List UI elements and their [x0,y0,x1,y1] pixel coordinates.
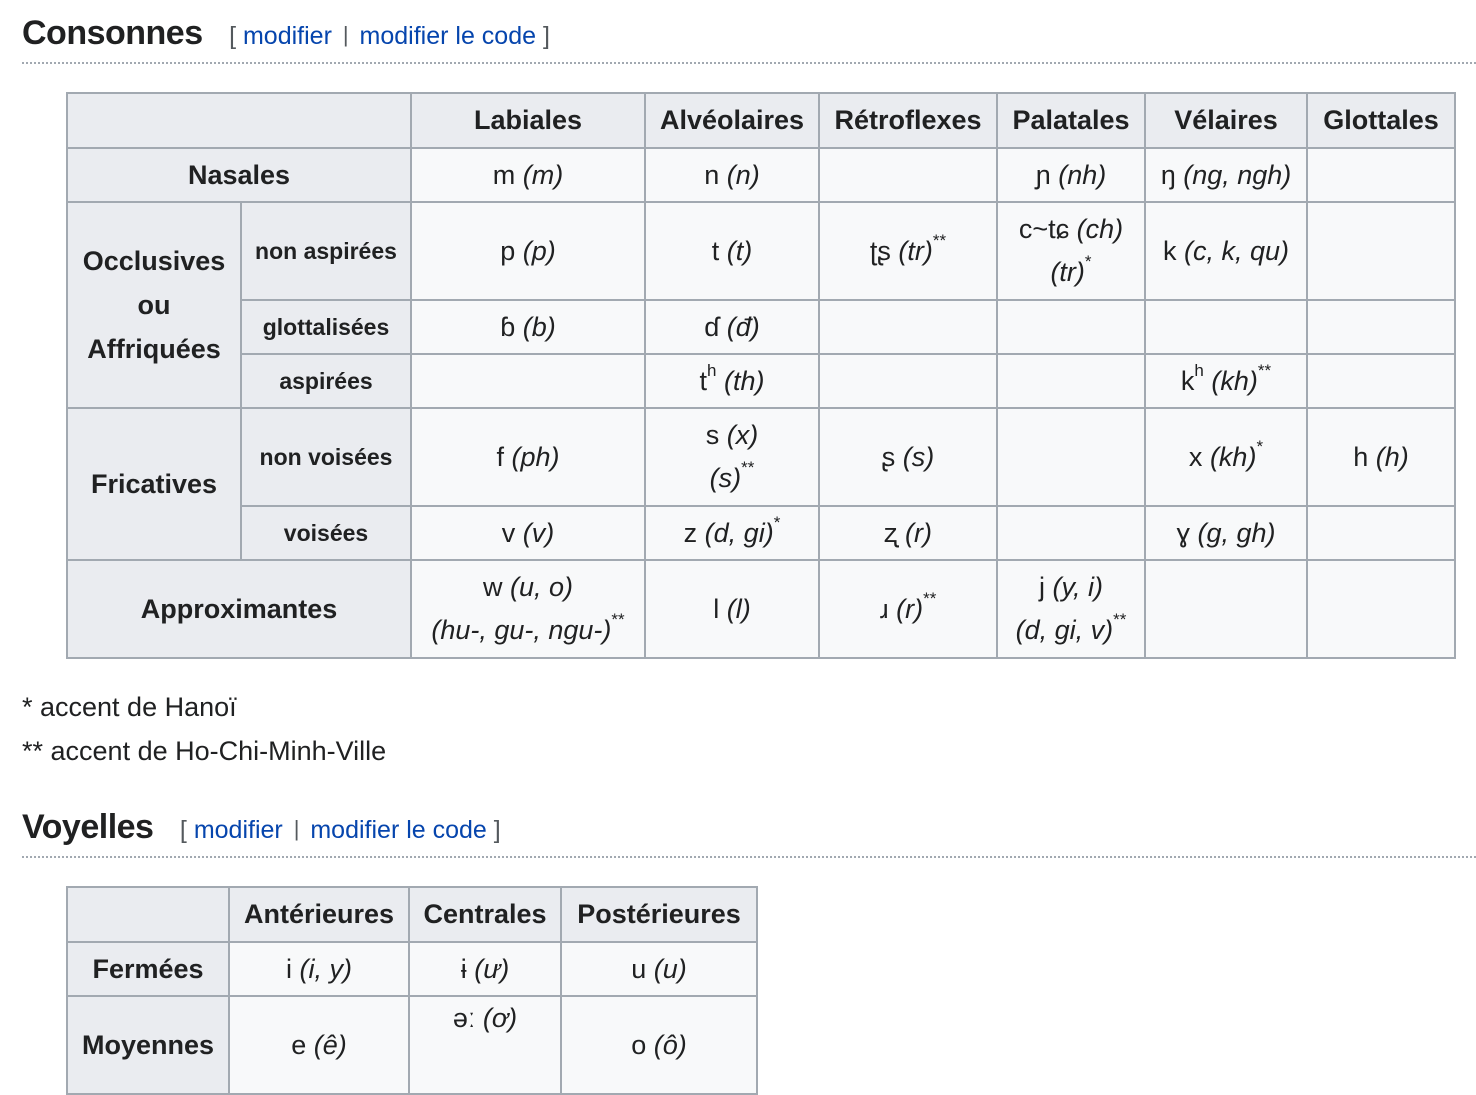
section-title: Consonnes [22,14,203,52]
empty-cell [1307,148,1455,202]
phoneme-cell: ɨ (ư) [409,942,561,996]
corner-cell [67,93,411,148]
edit-code-link[interactable]: modifier le code [310,816,487,844]
edit-link[interactable]: modifier [242,22,332,50]
bracket-open: [ [179,816,187,844]
phoneme-cell: e (ê) [229,996,409,1094]
col-header: Glottales [1307,93,1455,148]
phoneme-cell: ɹ (r)** [819,560,997,658]
row-group-header-occlusives: Occlusives ou Affriquées [67,202,241,408]
edit-code-link[interactable]: modifier le code [359,22,537,50]
phoneme-cell: ɗ (đ) [645,300,819,354]
empty-cell [1307,506,1455,560]
bracket-open: [ [229,22,237,50]
empty-cell [1307,300,1455,354]
phoneme-cell: s (x) (s)** [645,408,819,506]
phoneme-cell: t (t) [645,202,819,300]
phoneme-cell: ʂ (s) [819,408,997,506]
empty-cell [1145,560,1307,658]
phoneme-cell: f (ph) [411,408,645,506]
empty-cell [819,148,997,202]
row-group-header-fricatives: Fricatives [67,408,241,560]
col-header: Vélaires [1145,93,1307,148]
row-header: Nasales [67,148,411,202]
edit-separator: | [293,816,300,841]
section-heading-voyelles [22,808,1476,858]
phoneme-cell: l (l) [645,560,819,658]
phoneme-cell: j (y, i) (d, gi, v)** [997,560,1145,658]
phoneme-cell: ɣ (g, gh) [1145,506,1307,560]
col-header: Palatales [997,93,1145,148]
footnote-hcm: ** accent de Ho-Chi-Minh-Ville [22,736,387,766]
col-header: Postérieures [561,887,757,942]
bracket-close: ] [542,22,550,50]
phoneme-cell: k (c, k, qu) [1145,202,1307,300]
edit-section-links [229,22,550,50]
col-header: Centrales [409,887,561,942]
phoneme-cell: c~tɕ (ch) (tr)* [997,202,1145,300]
edit-section-links [180,816,501,844]
empty-cell [819,354,997,408]
col-header: Labiales [411,93,645,148]
section-heading-consonnes [22,14,1476,64]
phoneme-cell: ŋ (ng, ngh) [1145,148,1307,202]
edit-separator: | [342,22,349,47]
empty-cell [1145,300,1307,354]
col-header: Alvéolaires [645,93,819,148]
empty-cell [997,354,1145,408]
phoneme-cell: i (i, y) [229,942,409,996]
row-header: Moyennes [67,996,229,1094]
row-header: Approximantes [67,560,411,658]
phoneme-cell: ʈʂ (tr)** [819,202,997,300]
empty-cell [997,408,1145,506]
phoneme-cell: o (ô) [561,996,757,1094]
corner-cell [67,887,229,942]
phoneme-cell: p (p) [411,202,645,300]
row-subheader: aspirées [241,354,411,408]
phoneme-cell: əː (ơ) [409,996,561,1094]
phoneme-cell: $k^h$ (kh)** [1145,354,1307,408]
empty-cell [997,300,1145,354]
row-header: Fermées [67,942,229,996]
row-subheader: glottalisées [241,300,411,354]
phoneme-cell: ʐ (r) [819,506,997,560]
phoneme-cell: n (n) [645,148,819,202]
col-header: Antérieures [229,887,409,942]
phoneme-cell: v (v) [411,506,645,560]
row-subheader: non voisées [241,408,411,506]
footnote-hanoi: * accent de Hanoï [22,692,237,722]
consonants-table [66,92,1456,659]
empty-cell [1307,560,1455,658]
phoneme-cell: $t^h$ (th) [645,354,819,408]
phoneme-cell: z (d, gi)* [645,506,819,560]
phoneme-cell: x (kh)* [1145,408,1307,506]
vowels-table [66,886,758,1095]
phoneme-cell: ɓ (b) [411,300,645,354]
row-subheader: non aspirées [241,202,411,300]
phoneme-cell: m (m) [411,148,645,202]
bracket-close: ] [493,816,501,844]
empty-cell [411,354,645,408]
col-header: Rétroflexes [819,93,997,148]
empty-cell [997,506,1145,560]
phoneme-cell: w (u, o) (hu-, gu-, ngu-)** [411,560,645,658]
phoneme-cell: h (h) [1307,408,1455,506]
edit-link[interactable]: modifier [193,816,283,844]
empty-cell [819,300,997,354]
row-subheader: voisées [241,506,411,560]
empty-cell [1307,354,1455,408]
phoneme-cell: u (u) [561,942,757,996]
phoneme-cell: ɲ (nh) [997,148,1145,202]
section-title: Voyelles [22,808,154,846]
empty-cell [1307,202,1455,300]
